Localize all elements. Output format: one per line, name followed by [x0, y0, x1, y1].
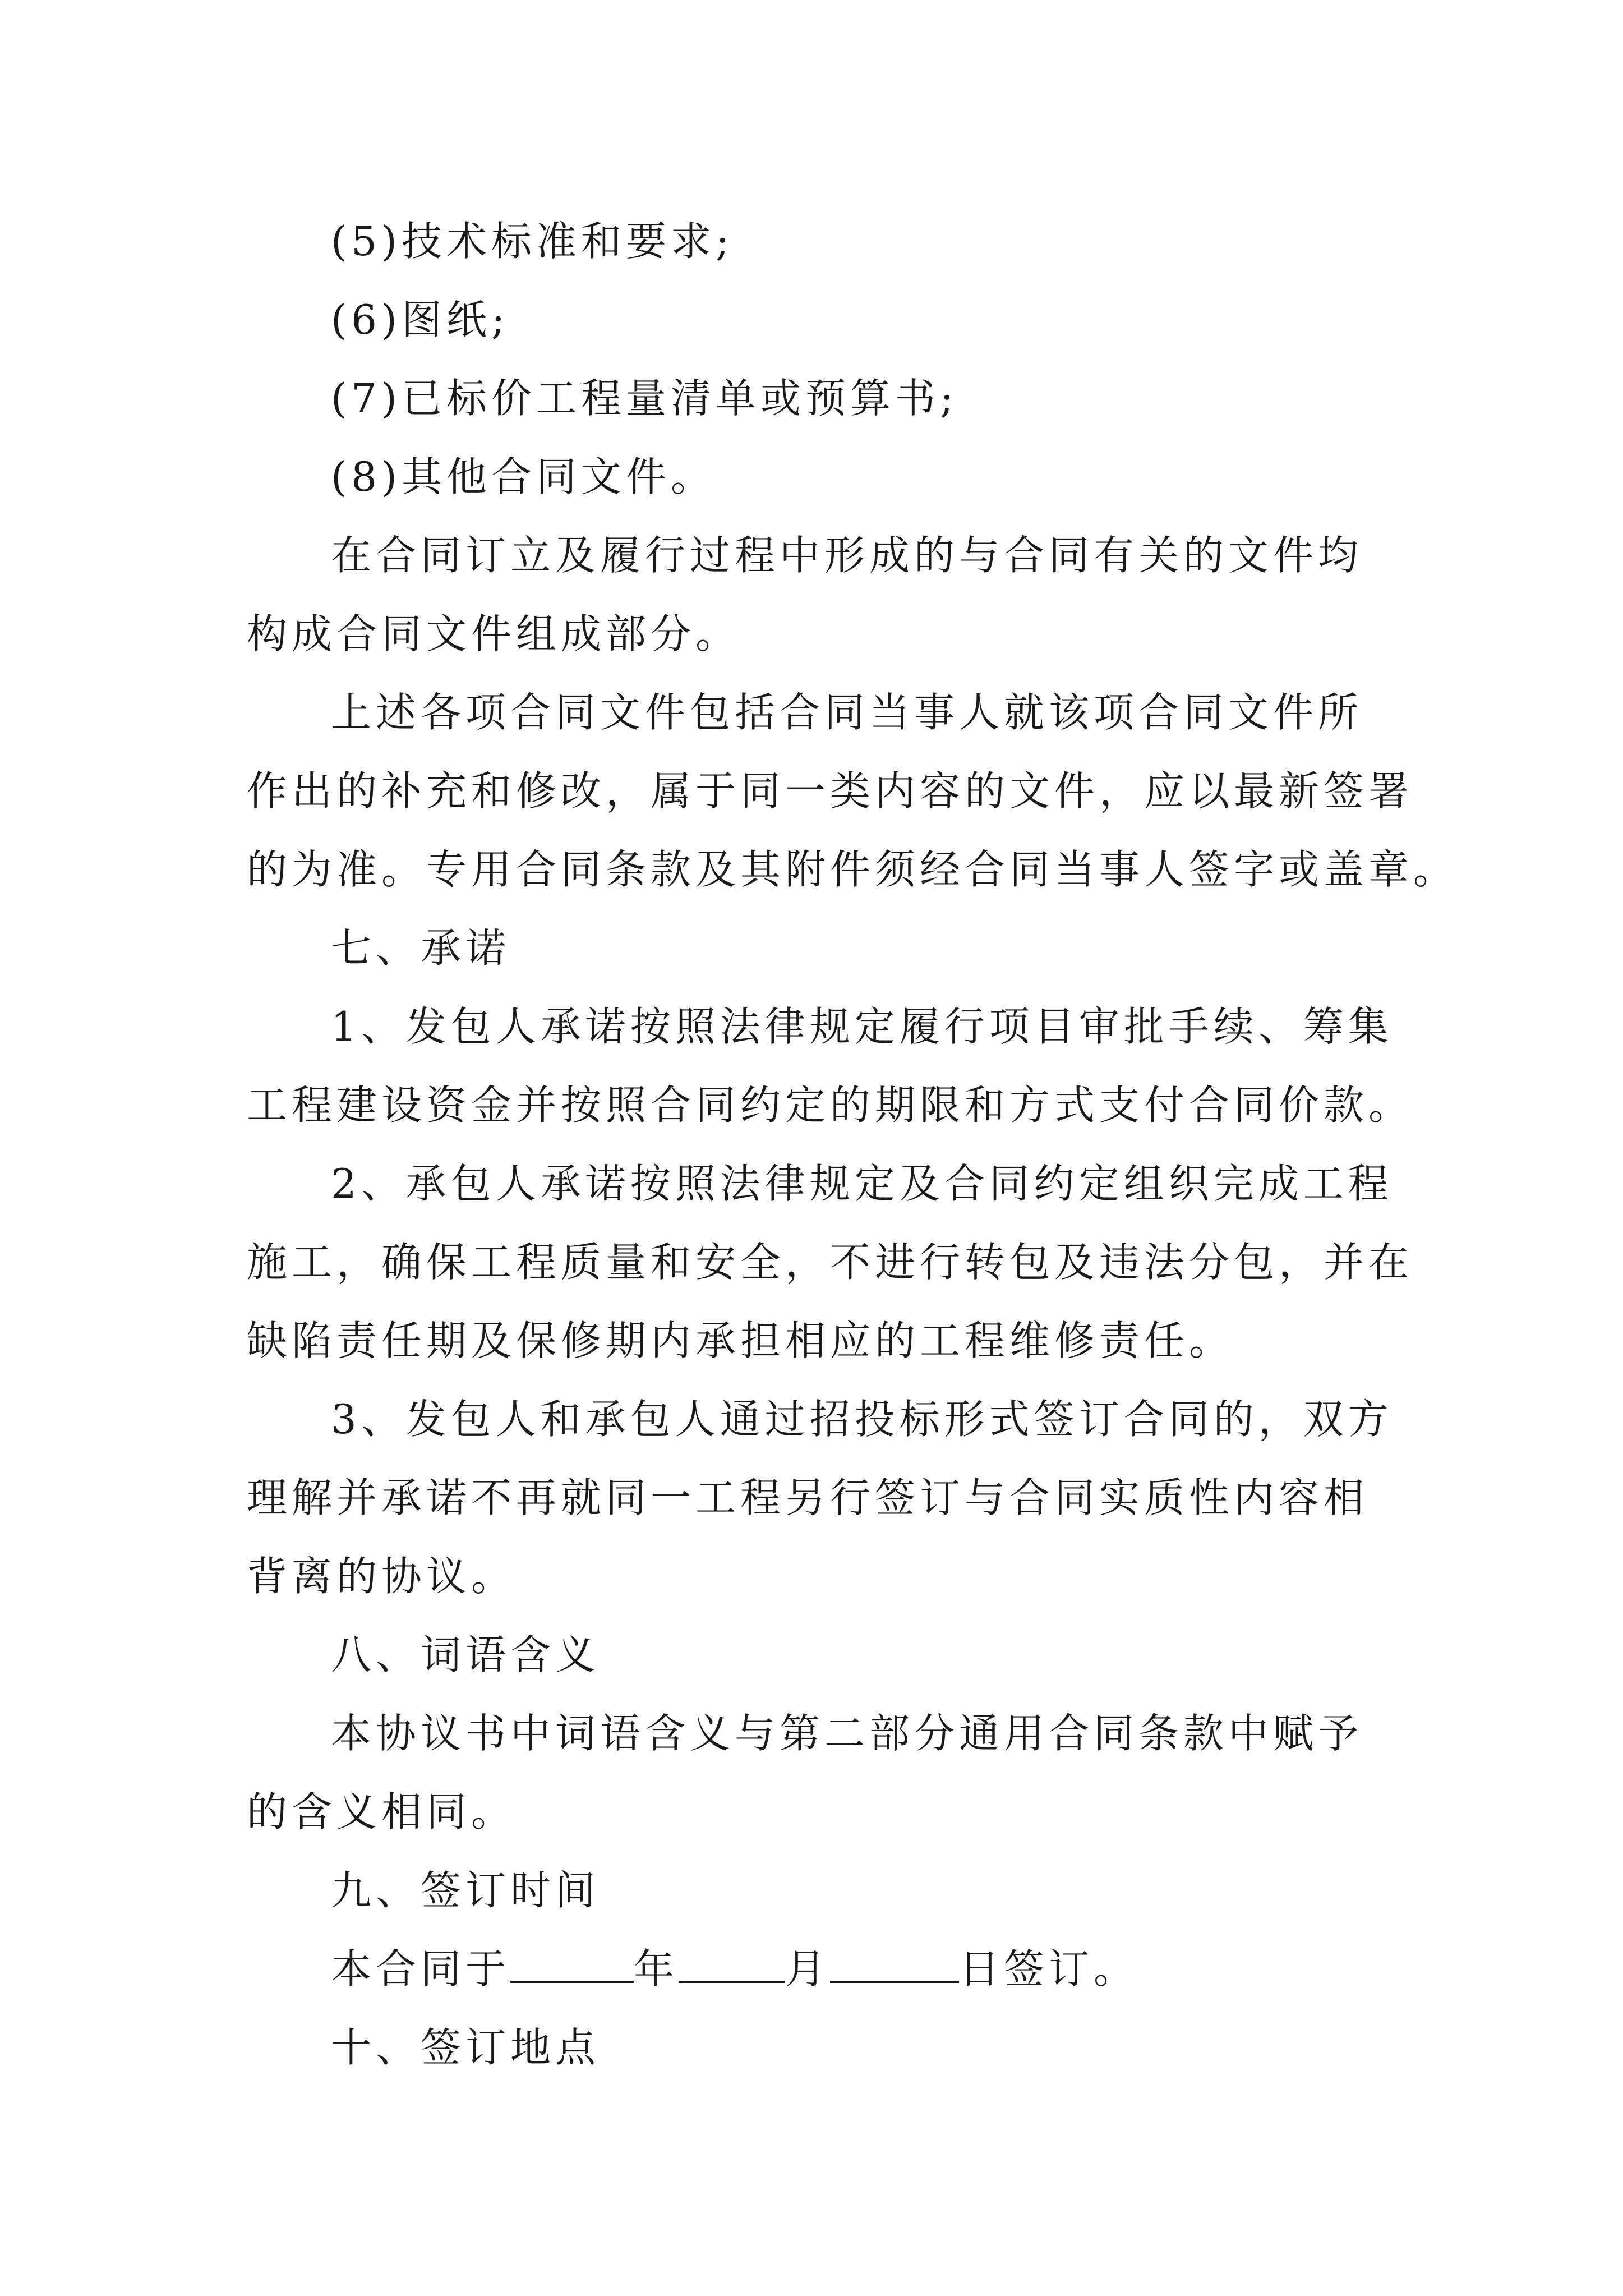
section-heading-7: 七、承诺 [331, 924, 511, 972]
day-blank[interactable] [830, 1936, 959, 1983]
paragraph-line: 作出的补充和修改，属于同一类内容的文件，应以最新签署 [247, 767, 1414, 815]
month-label: 月 [785, 1945, 831, 1993]
document-body [247, 202, 1459, 2087]
year-label: 年 [634, 1945, 679, 1993]
list-item-5: (5)技术标准和要求; [331, 218, 734, 265]
paragraph-line: 的含义相同。 [247, 1788, 517, 1835]
paragraph-line: 背离的协议。 [247, 1553, 517, 1600]
year-blank[interactable] [510, 1936, 634, 1983]
paragraph-line: 理解并承诺不再就同一工程另行签订与合同实质性内容相 [247, 1474, 1369, 1521]
signing-date-line [247, 1930, 1385, 2008]
paragraph-line: 3、发包人和承包人通过招投标形式签订合同的，双方 [331, 1396, 1393, 1443]
section-heading-8: 八、词语含义 [331, 1631, 601, 1678]
paragraph-line: 上述各项合同文件包括合同当事人就该项合同文件所 [331, 689, 1363, 736]
section-heading-10: 十、签订地点 [331, 2024, 601, 2071]
list-item-6: (6)图纸; [331, 296, 510, 343]
paragraph-line: 工程建设资金并按照合同约定的期限和方式支付合同价款。 [247, 1082, 1414, 1129]
paragraph-line: 缺陷责任期及保修期内承担相应的工程维修责任。 [247, 1317, 1234, 1364]
paragraph-line: 施工，确保工程质量和安全，不进行转包及违法分包，并在 [247, 1239, 1414, 1286]
paragraph-line: 2、承包人承诺按照法律规定及合同约定组织完成工程 [331, 1160, 1393, 1207]
list-item-7: (7)已标价工程量清单或预算书; [331, 375, 958, 422]
day-suffix: 日签订。 [959, 1945, 1139, 1993]
paragraph-line: 在合同订立及履行过程中形成的与合同有关的文件均 [331, 532, 1363, 579]
month-blank[interactable] [679, 1936, 785, 1983]
paragraph-line: 1、发包人承诺按照法律规定履行项目审批手续、筹集 [331, 1003, 1393, 1050]
list-item-8: (8)其他合同文件。 [331, 453, 716, 500]
paragraph-line: 本协议书中词语含义与第二部分通用合同条款中赋予 [331, 1710, 1363, 1757]
paragraph-line: 构成合同文件组成部分。 [247, 610, 741, 657]
paragraph-line: 的为准。专用合同条款及其附件须经合同当事人签字或盖章。 [247, 846, 1459, 893]
section-heading-9: 九、签订时间 [331, 1867, 601, 1914]
signing-date-prefix: 本合同于 [331, 1945, 511, 1993]
